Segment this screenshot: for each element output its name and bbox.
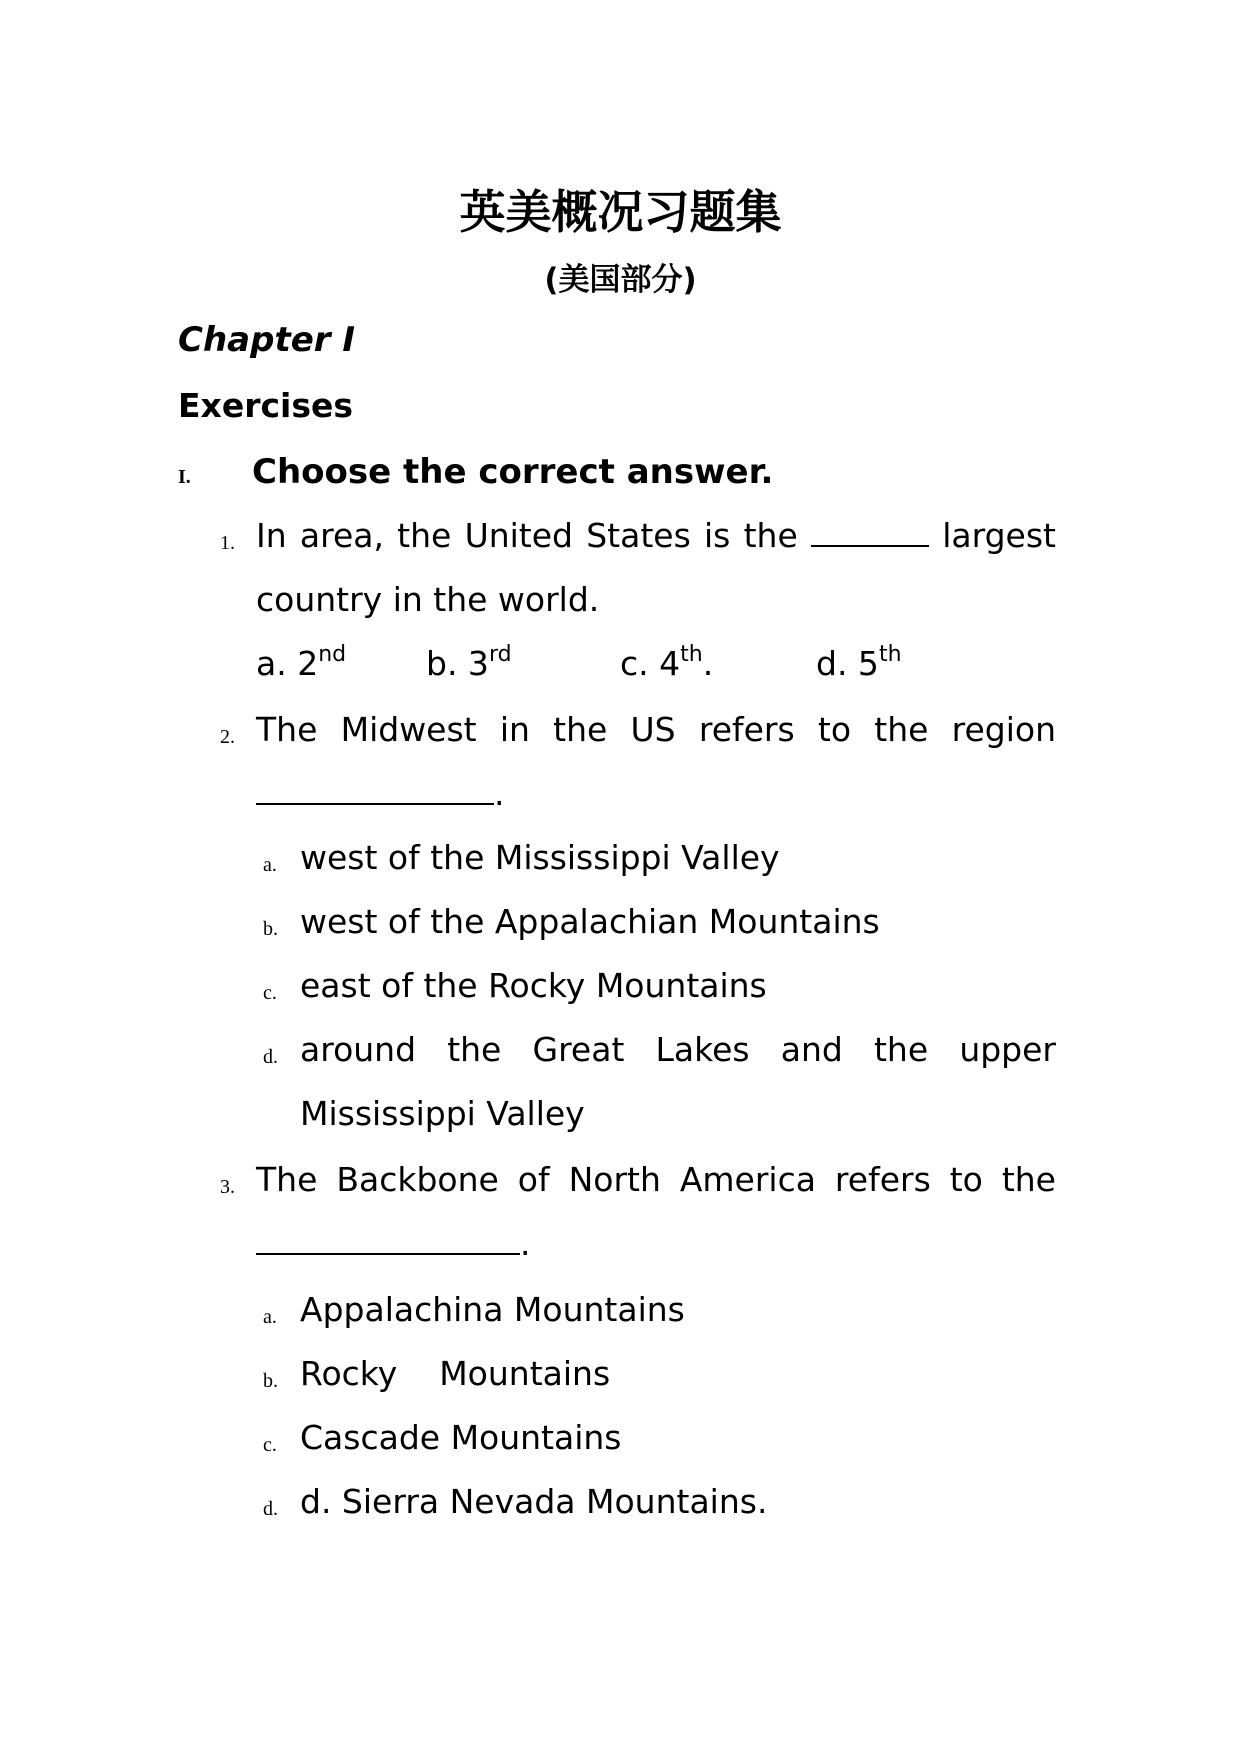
question-text: In area, the United States is the — [256, 516, 798, 555]
blank-terminator: . — [520, 1224, 531, 1263]
option-superscript: th — [878, 642, 902, 667]
option-label: a. 2 — [256, 644, 319, 683]
section-title: Choose the correct answer. — [252, 452, 774, 492]
chapter-heading: Chapter I — [178, 320, 356, 360]
question-text: largest — [942, 516, 1056, 555]
answer-blank[interactable] — [256, 1223, 520, 1255]
question-number: 3. — [220, 1176, 235, 1198]
option-d[interactable]: around the Great Lakes and the upper — [300, 1030, 1056, 1069]
option-a[interactable]: Appalachina Mountains — [300, 1290, 685, 1329]
option-letter: c. — [263, 1434, 277, 1456]
question-text: The Midwest in the US refers to the region — [256, 710, 1056, 749]
option-suffix: . — [702, 644, 714, 683]
option-superscript: nd — [318, 642, 347, 667]
option-superscript: rd — [488, 642, 512, 667]
option-label: c. 4 — [620, 644, 681, 683]
blank-terminator: . — [494, 774, 505, 813]
page-title: 英美概况习题集 — [459, 185, 782, 239]
question-number: 1. — [220, 532, 235, 554]
option-c[interactable]: east of the Rocky Mountains — [300, 966, 767, 1005]
option-letter: b. — [263, 918, 278, 940]
section-number: I. — [178, 466, 191, 488]
option-d[interactable]: d. Sierra Nevada Mountains. — [300, 1482, 768, 1521]
question-number: 2. — [220, 726, 235, 748]
option-a[interactable]: west of the Mississippi Valley — [300, 838, 780, 877]
option-d[interactable] — [816, 642, 902, 691]
question-text: country in the world. — [256, 580, 600, 619]
option-b[interactable] — [426, 642, 512, 691]
option-a[interactable] — [256, 642, 346, 691]
option-c[interactable]: Cascade Mountains — [300, 1418, 622, 1457]
option-b[interactable]: Rocky Mountains — [300, 1354, 611, 1393]
exercises-heading: Exercises — [178, 386, 354, 425]
option-d-continued[interactable]: Mississippi Valley — [300, 1094, 585, 1133]
option-b[interactable]: west of the Appalachian Mountains — [300, 902, 880, 941]
answer-blank-line[interactable] — [256, 772, 505, 816]
option-label: b. 3 — [426, 644, 489, 683]
answer-blank-line[interactable] — [256, 1222, 531, 1266]
page-subtitle: (美国部分) — [544, 262, 697, 298]
option-letter: d. — [263, 1498, 278, 1520]
option-label: d. 5 — [816, 644, 879, 683]
question-text: The Backbone of North America refers to the — [256, 1160, 1056, 1199]
option-letter: b. — [263, 1370, 278, 1392]
answer-blank[interactable] — [811, 515, 929, 547]
option-c[interactable] — [620, 642, 713, 691]
question-text-line — [256, 514, 1056, 558]
answer-blank[interactable] — [256, 773, 494, 805]
option-letter: d. — [263, 1046, 278, 1068]
option-letter: a. — [263, 1306, 277, 1328]
option-letter: c. — [263, 982, 277, 1004]
option-letter: a. — [263, 854, 277, 876]
option-superscript: th — [680, 642, 703, 667]
